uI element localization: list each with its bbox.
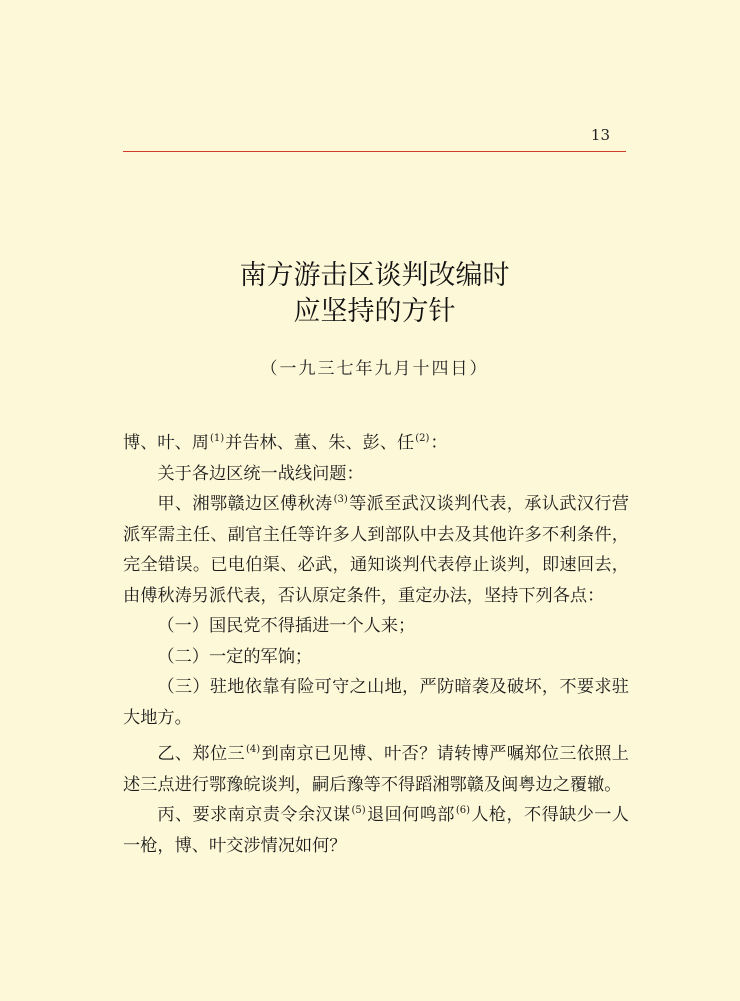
paragraph-text: 丙、要求南京责令余汉谋 xyxy=(157,805,351,825)
footnote-marker: (5) xyxy=(351,805,366,816)
footnote-marker: (4) xyxy=(245,744,261,755)
title-line-1: 南方游击区谈判改编时 xyxy=(239,260,510,291)
footnote-marker: (1) xyxy=(209,433,225,444)
document-date: （一九三七年九月十四日） xyxy=(260,359,489,379)
intro-paragraph: 关于各边区统一战线问题： xyxy=(157,463,364,484)
page-number: 13 xyxy=(590,126,610,144)
salutation-part: ： xyxy=(430,433,448,453)
salutation xyxy=(123,428,629,459)
title-line-2: 应坚持的方针 xyxy=(293,296,456,327)
paragraph-text: 甲、湘鄂赣边区傅秋涛 xyxy=(157,494,333,514)
paragraph-text: 乙、郑位三 xyxy=(157,744,245,764)
point-item: （二）一定的军饷； xyxy=(157,646,313,667)
point-item: （一）国民党不得插进一个人来； xyxy=(157,616,416,636)
paragraph-text: 等派至武汉谈判代表，承认武汉行营派军需主任、副官主任等许多人到部队中去及其他许多不利条件，完全错误。已电伯渠、必武，通知谈判代表停止谈判，即速回去，由傅秋涛另派代表，否认原定条件，重定办法，坚持下列各点： xyxy=(123,494,629,606)
header-rule xyxy=(123,151,626,152)
footnote-marker: (3) xyxy=(333,494,348,505)
footnote-marker: (6) xyxy=(455,805,470,816)
paragraph-text: 退回何鸣部 xyxy=(366,805,455,825)
paragraph-text: 人枪，不得缺少一人一枪，博、叶交涉情况如何？ xyxy=(123,805,629,856)
paragraph-jia xyxy=(123,489,629,611)
paragraph-bing xyxy=(123,800,629,861)
document-title xyxy=(123,258,626,330)
salutation-part: 博、叶、周 xyxy=(123,433,209,453)
document-body xyxy=(123,428,629,861)
point-item: （三）驻地依靠有险可守之山地，严防暗袭及破坏，不要求驻大地方。 xyxy=(123,677,629,728)
paragraph-text: 到南京已见博、叶否？请转博严嘱郑位三依照上述三点进行鄂豫皖谈判，嗣后豫等不得蹈湘鄂赣及闽粤边之覆辙。 xyxy=(123,744,629,795)
footnote-marker: (2) xyxy=(415,433,430,444)
paragraph-yi xyxy=(123,739,629,800)
salutation-part: 并告林、董、朱、彭、任 xyxy=(225,433,415,453)
